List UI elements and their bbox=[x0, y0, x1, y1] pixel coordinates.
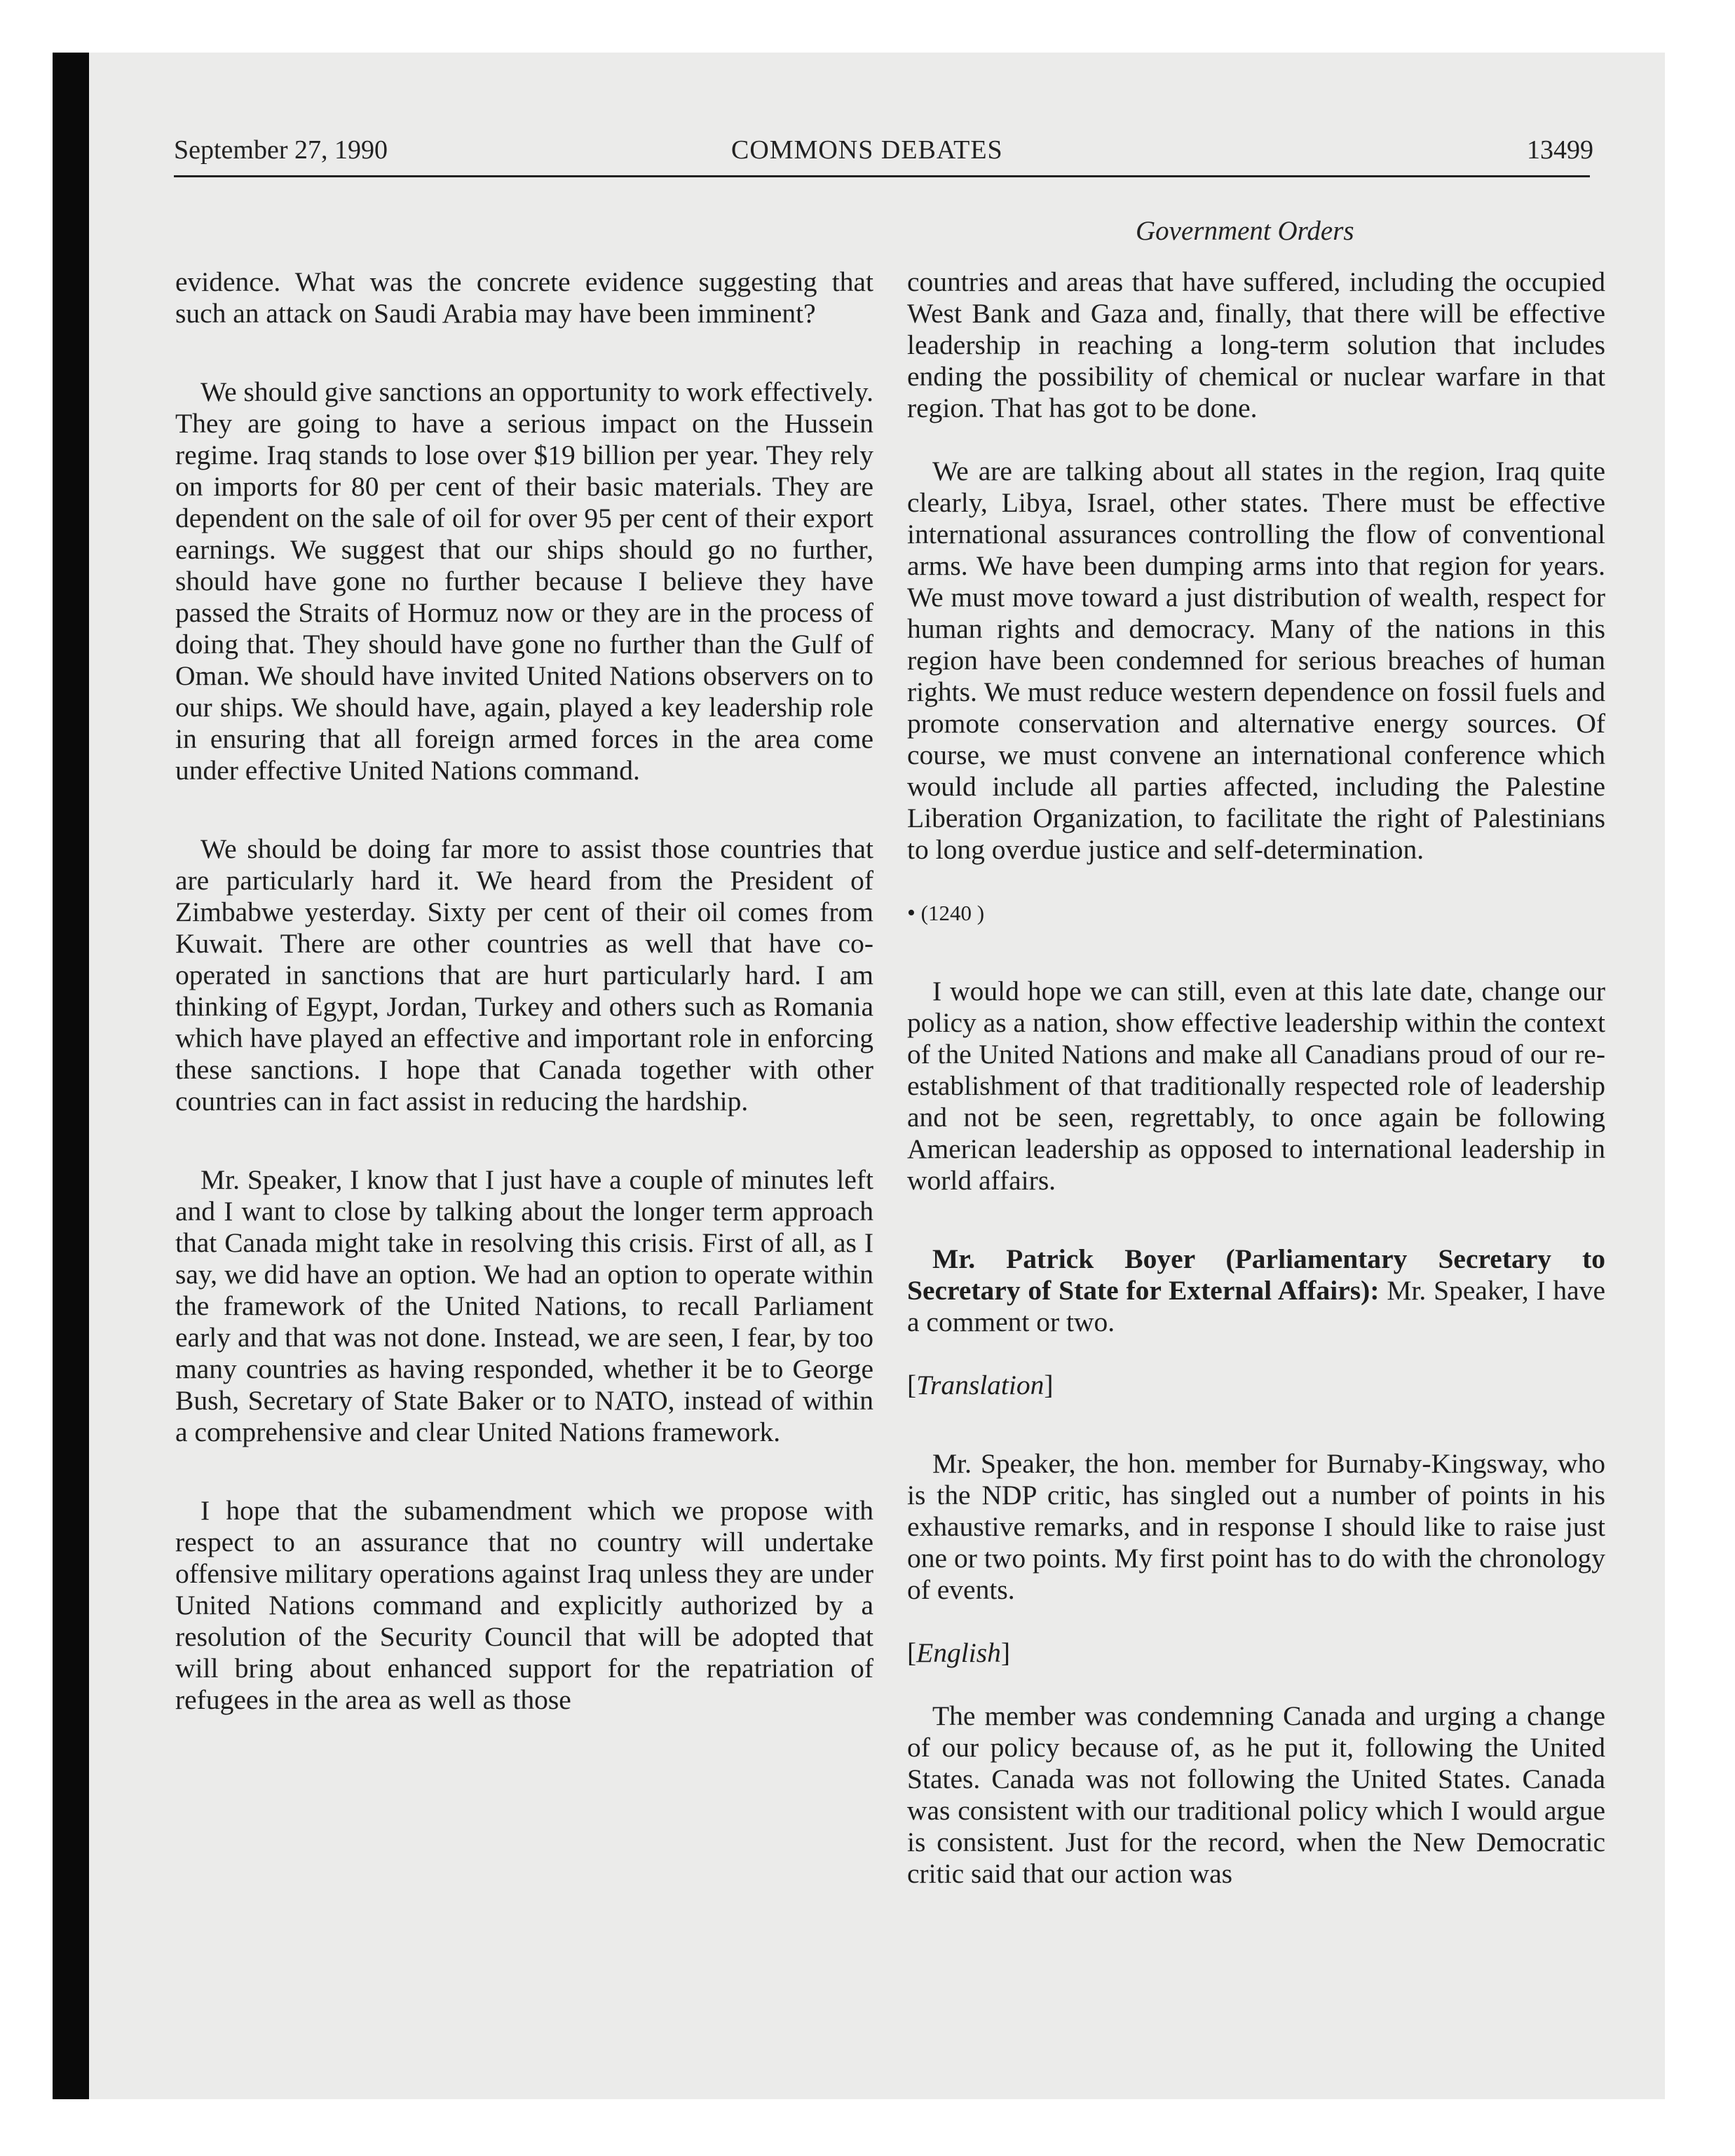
right-paragraph-states: We are are talking about all states in the region, Iraq quite clearly, Libya, Israel, other states. There must be effective international assurances controlling the flow of conventional arms. We have been dumping arms into that region for years. We must move toward a just distribution of wealth, respect for human rights and democracy. Many of the nations in this region have been condemned for serious breaches of human rights. We must reduce western dependence on fossil fuels and promote conservation and alternative energy sources. Of course, we must convene an international conference which would include all parties affected, including the Palestine Liberation Organization, to facilitate the right of Palestinians to long overdue justice and self-determination. bbox=[907, 456, 1605, 865]
speaker-paragraph bbox=[907, 1243, 1605, 1338]
language-marker-translation-text: Translation bbox=[916, 1370, 1045, 1400]
left-column bbox=[175, 266, 873, 1716]
language-marker-english: [English] bbox=[907, 1637, 1011, 1668]
binding-edge bbox=[53, 53, 89, 2099]
speaker-name: Mr. Patrick Boyer (Parliamentary Secretary to Secretary of State for External Affairs): bbox=[907, 1243, 1605, 1306]
speaker-remark: Mr. Speaker, I have a comment or two. bbox=[907, 1275, 1605, 1337]
left-paragraph-2: We should give sanctions an opportunity to work effectively. They are going to have a serious impact on the Hussein regime. Iraq stands to lose over $19 billion per year. They rely on imports for 80 per cent of their basic materials. They are dependent on the sale of oil for over 95 per cent of their export earnings. We suggest that our ships should go no further, should have gone no further because I believe they have passed the Straits of Hormuz now or they are in the process of doing that. They should have gone no further than the Gulf of Oman. We should have invited United Nations observers on to our ships. We should have, again, played a key leadership role in ensuring that all foreign armed forces in the area come under effective United Nations command. bbox=[175, 376, 873, 786]
header-page-number: 13499 bbox=[1527, 135, 1593, 165]
right-paragraph-hope: I would hope we can still, even at this late date, change our policy as a nation, show effective leadership within the context of the United Nations and make all Canadians proud of our re-establishment of that traditionally respected role of leadership and not be seen, regrettably, to once again be following American leadership as opposed to international leadership in world affairs. bbox=[907, 976, 1605, 1196]
left-paragraph-1: evidence. What was the concrete evidence suggesting that such an attack on Saudi Arabia may have been imminent? bbox=[175, 266, 873, 329]
right-paragraph-member: The member was condemning Canada and urging a change of our policy because of, as he put it, following the United States. Canada was not following the United States. Canada was consistent with our traditional policy which I would argue is consistent. Just for the record, when the New Democratic critic said that our action was bbox=[907, 1700, 1605, 1889]
right-paragraph-continued: countries and areas that have suffered, including the occupied West Bank and Gaza and, finally, that there will be effective leadership in reaching a long-term solution that includes ending the possibility of chemical or nuclear warfare in that region. That has got to be done. bbox=[907, 266, 1605, 423]
language-marker-english-text: English bbox=[916, 1637, 1001, 1668]
right-paragraph-translated: Mr. Speaker, the hon. member for Burnaby-Kingsway, who is the NDP critic, has singled out a number of points in his exhaustive remarks, and in response I should like to raise just one or two points. My first point has to do with the chronology of events. bbox=[907, 1448, 1605, 1605]
section-title: Government Orders bbox=[1136, 216, 1354, 246]
time-stamp-value: (1240 ) bbox=[920, 901, 985, 925]
left-paragraph-4: Mr. Speaker, I know that I just have a couple of minutes left and I want to close by talking about the longer term approach that Canada might take in resolving this crisis. First of all, as I say, we did have an option. We had an option to operate within the framework of the United Nations, to recall Parliament early and that was not done. Instead, we are seen, I fear, by too many countries as having responded, whether it be to George Bush, Secretary of State Baker or to NATO, instead of within a comprehensive and clear United Nations framework. bbox=[175, 1164, 873, 1447]
right-column bbox=[907, 266, 1605, 1890]
left-paragraph-5: I hope that the subamendment which we propose with respect to an assurance that no country will undertake offensive military operations against Iraq unless they are under United Nations command and explicitly authorized by a resolution of the Security Council that will be adopted that will bring about enhanced support for the repatriation of refugees in the area as well as those bbox=[175, 1495, 873, 1715]
language-marker-translation: [Translation] bbox=[907, 1370, 1054, 1400]
header-date: September 27, 1990 bbox=[174, 135, 388, 165]
bullet-icon: • bbox=[907, 900, 916, 926]
header-publication-title: COMMONS DEBATES bbox=[731, 135, 1003, 165]
header-rule bbox=[174, 175, 1590, 177]
time-stamp bbox=[907, 897, 1605, 929]
left-paragraph-3: We should be doing far more to assist those countries that are particularly hard it. We heard from the President of Zimbabwe yesterday. Sixty per cent of their oil comes from Kuwait. There are other countries as well that have co-operated in sanctions that are hurt particularly hard. I am thinking of Egypt, Jordan, Turkey and others such as Romania which have played an effective and important role in enforcing these sanctions. I hope that Canada together with other countries can in fact assist in reducing the hardship. bbox=[175, 833, 873, 1117]
